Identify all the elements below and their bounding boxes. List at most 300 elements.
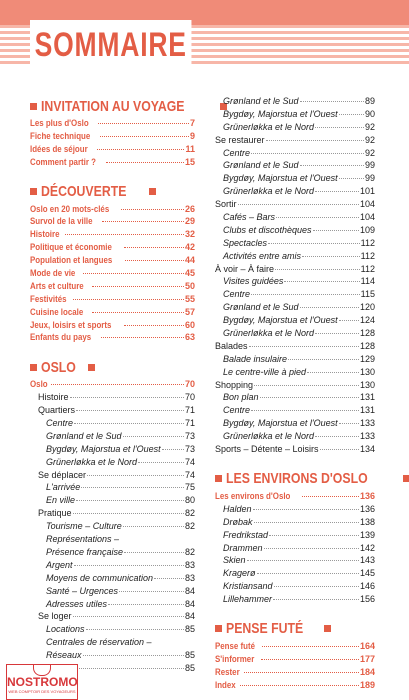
toc-entry[interactable] xyxy=(30,306,195,319)
dot-leader xyxy=(92,286,184,287)
toc-entry-page: 71 xyxy=(184,405,195,416)
toc-entry[interactable] xyxy=(30,507,195,520)
toc-entry-page: 112 xyxy=(360,263,375,274)
dot-leader xyxy=(288,359,359,360)
dot-leader xyxy=(320,449,359,450)
toc-entry-page: 112 xyxy=(360,250,375,261)
section-gap xyxy=(30,169,195,181)
toc-entry-page: 92 xyxy=(364,134,375,145)
toc-entry[interactable] xyxy=(30,598,195,611)
toc-entry-page: 164 xyxy=(359,640,375,651)
toc-entry[interactable] xyxy=(30,241,195,254)
toc-entry-page: 128 xyxy=(359,340,375,351)
toc-entry[interactable] xyxy=(215,314,375,327)
toc-entry[interactable] xyxy=(215,134,375,147)
dot-leader xyxy=(121,209,184,210)
section-gap xyxy=(215,606,375,618)
toc-entry-page: 57 xyxy=(184,306,195,317)
toc-entry-page: 104 xyxy=(359,212,375,223)
toc-entry[interactable] xyxy=(30,267,195,280)
toc-entry-label: Comment partir ? xyxy=(30,156,97,167)
toc-entry-label: Index xyxy=(215,679,236,690)
toc-entry-label: Grønland et le Sud xyxy=(223,96,299,106)
dot-leader xyxy=(274,586,359,587)
toc-entry[interactable] xyxy=(30,494,195,507)
toc-entry[interactable] xyxy=(30,572,195,585)
toc-entry-label: Grünerløkka et le Nord xyxy=(223,328,315,339)
toc-entry-page: 129 xyxy=(359,353,375,364)
toc-entry-label: Oslo en 20 mots-clés xyxy=(30,203,110,214)
toc-entry-page: 109 xyxy=(359,224,375,235)
toc-entry-page: 184 xyxy=(359,666,375,677)
dot-leader xyxy=(100,136,189,137)
toc-entry-label: Rester xyxy=(215,666,240,677)
toc-entry[interactable] xyxy=(215,490,375,503)
toc-entry-page: 83 xyxy=(184,559,195,570)
toc-entry-page: 128 xyxy=(359,328,375,339)
toc-entry-page: 138 xyxy=(359,516,375,527)
dot-leader xyxy=(247,560,359,561)
dot-leader xyxy=(240,685,359,686)
toc-entry-label: Balades xyxy=(215,340,248,351)
dot-leader xyxy=(76,410,184,411)
toc-entry-label: Kristiansand xyxy=(223,581,273,592)
toc-entry-label: Mode de vie xyxy=(30,268,76,279)
section-heading-decouverte xyxy=(30,181,195,203)
toc-entry-page: 133 xyxy=(359,418,375,429)
toc-entry-label: Cuisine locale xyxy=(30,306,84,317)
toc-entry-label: Centre xyxy=(223,289,251,300)
toc-entry[interactable] xyxy=(30,559,195,572)
toc-entry-label: Bygdøy, Majorstua et l'Ouest xyxy=(223,173,338,184)
toc-entry[interactable] xyxy=(30,610,195,623)
toc-entry-page: 85 xyxy=(184,624,195,635)
toc-entry-page: 99 xyxy=(364,173,375,184)
toc-entry[interactable] xyxy=(30,280,195,293)
toc-entry[interactable] xyxy=(215,516,375,529)
toc-entry[interactable] xyxy=(30,254,195,267)
toc-entry-label: Visites guidées xyxy=(223,276,284,287)
toc-entry-label: Centre xyxy=(46,418,74,429)
toc-entry-page: 104 xyxy=(359,199,375,210)
toc-left-column xyxy=(30,95,195,675)
toc-entry[interactable] xyxy=(215,417,375,430)
toc-entry-label: Pratique xyxy=(38,508,72,519)
toc-entry-page: 189 xyxy=(359,679,375,690)
dot-leader xyxy=(339,114,364,115)
toc-entry-page: 146 xyxy=(359,581,375,592)
toc-entry-page: 74 xyxy=(184,469,195,480)
toc-entry[interactable] xyxy=(30,228,195,241)
section-gap xyxy=(215,456,375,468)
toc-entry[interactable] xyxy=(215,95,375,108)
toc-entry[interactable] xyxy=(30,391,195,404)
toc-entry-label: Fiche technique xyxy=(30,130,91,141)
toc-entry-label: Arts et culture xyxy=(30,280,84,291)
toc-entry-label: Grønland et le Sud xyxy=(223,302,299,313)
toc-entry-label: Skien xyxy=(223,555,246,566)
toc-entry-label: Lillehammer xyxy=(223,594,273,605)
toc-entry-label: Argent xyxy=(46,559,73,570)
dot-leader xyxy=(300,165,364,166)
toc-entry-label: Pense futé xyxy=(215,640,256,651)
toc-entry-page: 45 xyxy=(184,268,195,279)
toc-entry[interactable] xyxy=(215,198,375,211)
toc-right-column xyxy=(215,95,375,692)
square-bullet-icon xyxy=(403,475,409,482)
toc-entry[interactable] xyxy=(215,108,375,121)
toc-entry-label: Histoire xyxy=(38,392,69,403)
toc-entry[interactable] xyxy=(30,469,195,482)
dot-leader xyxy=(266,140,364,141)
toc-entry-page: 112 xyxy=(360,237,375,248)
toc-entry[interactable] xyxy=(215,211,375,224)
toc-entry-page: 85 xyxy=(184,650,195,661)
section-heading-text: PENSE FUTÉ xyxy=(226,620,304,638)
toc-entry-label: Santé – Urgences xyxy=(46,585,119,596)
toc-entry-label: Sports – Détente – Loisirs xyxy=(215,444,319,455)
section-heading-text: INVITATION AU VOYAGE xyxy=(41,97,185,115)
dot-leader xyxy=(162,449,184,450)
toc-entry-page: 71 xyxy=(184,418,195,429)
toc-entry[interactable] xyxy=(215,391,375,404)
toc-entry-label: Centre xyxy=(223,147,251,158)
dot-leader xyxy=(268,243,360,244)
dot-leader xyxy=(315,333,359,334)
dot-leader xyxy=(302,496,359,497)
toc-entry-page: 70 xyxy=(184,392,195,403)
toc-entry[interactable] xyxy=(215,593,375,606)
toc-entry-label: Bon plan xyxy=(223,392,259,403)
dot-leader xyxy=(273,599,359,600)
toc-entry[interactable] xyxy=(215,172,375,185)
dot-leader xyxy=(284,281,359,282)
toc-entry-page: 134 xyxy=(359,444,375,455)
dot-leader xyxy=(51,384,184,385)
toc-entry[interactable] xyxy=(215,430,375,443)
dot-leader xyxy=(339,178,364,179)
dot-leader xyxy=(86,629,184,630)
dot-leader xyxy=(302,256,360,257)
toc-entry-page: 84 xyxy=(184,598,195,609)
toc-entry-page: 26 xyxy=(184,203,195,214)
toc-entry-page: 92 xyxy=(364,121,375,132)
toc-entry[interactable] xyxy=(30,215,195,228)
toc-entry-page: 114 xyxy=(360,276,375,287)
toc-entry[interactable] xyxy=(215,640,375,653)
dot-leader xyxy=(101,337,184,338)
toc-entry-label: Grønland et le Sud xyxy=(223,160,299,171)
toc-entry[interactable] xyxy=(215,237,375,250)
toc-entry[interactable] xyxy=(30,585,195,598)
toc-entry-label: Shopping xyxy=(215,379,254,390)
toc-entry-page: 139 xyxy=(359,529,375,540)
toc-entry[interactable] xyxy=(30,546,195,559)
toc-entry[interactable] xyxy=(30,533,195,546)
toc-entry[interactable] xyxy=(215,529,375,542)
square-bullet-icon xyxy=(324,625,331,632)
square-bullet-icon xyxy=(30,364,37,371)
toc-entry-label: Grünerløkka et le Nord xyxy=(223,431,315,442)
toc-entry-page: 133 xyxy=(359,431,375,442)
dot-leader xyxy=(339,423,359,424)
toc-entry[interactable] xyxy=(215,580,375,593)
section-heading-text: OSLO xyxy=(41,358,76,376)
toc-entry[interactable] xyxy=(30,404,195,417)
toc-entry-page: 101 xyxy=(359,186,375,197)
toc-entry[interactable] xyxy=(215,503,375,516)
toc-entry-label: Quartiers xyxy=(38,405,76,416)
toc-entry-label: Drammen xyxy=(223,542,263,553)
toc-entry[interactable] xyxy=(215,250,375,263)
toc-entry-page: 42 xyxy=(184,242,195,253)
toc-entry[interactable] xyxy=(215,327,375,340)
toc-entry-label: Se déplacer xyxy=(38,469,87,480)
toc-entry-page: 177 xyxy=(359,653,375,664)
toc-entry[interactable] xyxy=(215,666,375,679)
toc-entry-label: Bygdøy, Majorstua et l'Ouest xyxy=(223,315,338,326)
toc-entry-page: 82 xyxy=(184,546,195,557)
toc-entry-page: 82 xyxy=(184,521,195,532)
dot-leader xyxy=(106,162,184,163)
dot-leader xyxy=(264,548,359,549)
dot-leader xyxy=(251,294,360,295)
toc-entry-label: Festivités xyxy=(30,293,67,304)
toc-entry[interactable] xyxy=(215,443,375,456)
toc-entry[interactable] xyxy=(30,520,195,533)
toc-entry[interactable] xyxy=(30,143,195,156)
toc-entry[interactable] xyxy=(215,542,375,555)
toc-entry[interactable] xyxy=(30,130,195,143)
toc-entry[interactable] xyxy=(215,147,375,160)
dot-leader xyxy=(261,659,359,660)
toc-entry-label: Sortir xyxy=(215,199,237,210)
toc-entry[interactable] xyxy=(215,353,375,366)
toc-entry-label: S'informer xyxy=(215,653,255,664)
toc-entry-label: Histoire xyxy=(30,229,60,240)
toc-entry-page: 130 xyxy=(359,366,375,377)
dot-leader xyxy=(238,204,359,205)
toc-entry-page: 131 xyxy=(359,405,375,416)
toc-entry[interactable] xyxy=(30,203,195,216)
dot-leader xyxy=(313,230,359,231)
publisher-logo xyxy=(6,664,78,700)
toc-entry-label: Se restaurer xyxy=(215,134,265,145)
toc-entry-label: Fredrikstad xyxy=(223,529,269,540)
toc-entry-page: 73 xyxy=(184,443,195,454)
toc-entry[interactable] xyxy=(215,224,375,237)
toc-entry-label: Jeux, loisirs et sports xyxy=(30,319,112,330)
toc-entry-label: Kragerø xyxy=(223,568,256,579)
dot-leader xyxy=(70,397,184,398)
toc-entry-label: Tourisme – Culture xyxy=(46,521,122,532)
toc-entry-page: 124 xyxy=(359,315,375,326)
dot-leader xyxy=(275,269,360,270)
dot-leader xyxy=(83,655,184,656)
toc-entry-page: 73 xyxy=(184,430,195,441)
toc-entry-page: 63 xyxy=(184,332,195,343)
toc-entry-label: Présence française xyxy=(46,546,124,557)
toc-entry-label: Drøbak xyxy=(223,516,253,527)
toc-entry-page: 55 xyxy=(184,293,195,304)
toc-entry[interactable] xyxy=(30,331,195,344)
dot-leader xyxy=(123,436,184,437)
toc-entry-page: 75 xyxy=(184,482,195,493)
dot-leader xyxy=(97,149,185,150)
toc-entry-page: 70 xyxy=(184,379,195,390)
toc-entry-page: 85 xyxy=(184,662,195,673)
toc-entry[interactable] xyxy=(215,554,375,567)
toc-entry-label: Grünerløkka et le Nord xyxy=(46,456,138,467)
square-bullet-icon xyxy=(215,475,222,482)
toc-entry-label: L'arrivée xyxy=(46,482,81,493)
dot-leader xyxy=(87,475,184,476)
dot-leader xyxy=(269,535,359,536)
logo-tagline: WEB COMPTOIR DES VOYAGEURS xyxy=(8,689,76,694)
toc-entry[interactable] xyxy=(215,185,375,198)
dot-leader xyxy=(254,522,359,523)
toc-entry[interactable] xyxy=(30,117,195,130)
section-heading-oslo xyxy=(30,356,195,378)
toc-entry[interactable] xyxy=(30,636,195,649)
toc-entry-label: Les plus d'Oslo xyxy=(30,118,89,128)
toc-entry-label: Cafés – Bars xyxy=(223,212,276,223)
toc-entry-page: 99 xyxy=(364,160,375,171)
dot-leader xyxy=(244,672,359,673)
toc-entry-label: Le centre-ville à pied xyxy=(223,366,307,377)
toc-entry-label: Spectacles xyxy=(223,237,268,248)
dot-leader xyxy=(249,346,359,347)
section-heading-les-environs-d-oslo xyxy=(215,468,375,490)
toc-entry-label: Centre xyxy=(223,405,251,416)
toc-entry[interactable] xyxy=(30,319,195,332)
toc-entry-page: 9 xyxy=(189,130,195,141)
toc-entry-label: Grønland et le Sud xyxy=(46,430,122,441)
toc-entry[interactable] xyxy=(30,417,195,430)
toc-entry[interactable] xyxy=(215,121,375,134)
dot-leader xyxy=(92,312,184,313)
toc-entry-page: 44 xyxy=(184,255,195,266)
toc-entry[interactable] xyxy=(30,481,195,494)
toc-entry[interactable] xyxy=(215,679,375,692)
logo-name: NOSTROMO xyxy=(7,675,78,689)
toc-entry-label: Politique et économie xyxy=(30,242,112,253)
dot-leader xyxy=(253,509,359,510)
dot-leader xyxy=(315,436,359,437)
dot-leader xyxy=(123,526,184,527)
toc-entry-label: Locations xyxy=(46,624,85,635)
dot-leader xyxy=(154,578,184,579)
toc-entry-page: 84 xyxy=(184,611,195,622)
toc-entry-page: 156 xyxy=(359,594,375,605)
toc-entry[interactable] xyxy=(215,288,375,301)
toc-entry[interactable] xyxy=(215,366,375,379)
dot-leader xyxy=(315,191,359,192)
toc-entry[interactable] xyxy=(30,623,195,636)
square-bullet-icon xyxy=(149,188,156,195)
toc-entry[interactable] xyxy=(215,653,375,666)
dot-leader xyxy=(339,320,359,321)
dot-leader xyxy=(119,591,184,592)
toc-entry-page: 60 xyxy=(184,319,195,330)
dot-leader xyxy=(251,153,364,154)
dot-leader xyxy=(83,273,184,274)
toc-entry[interactable] xyxy=(215,263,375,276)
toc-entry-label: Grünerløkka et le Nord xyxy=(223,121,315,132)
toc-entry-page: 115 xyxy=(360,289,375,300)
toc-entry-page: 83 xyxy=(184,572,195,583)
toc-entry-page: 131 xyxy=(359,392,375,403)
dot-leader xyxy=(300,307,359,308)
toc-entry-page: 143 xyxy=(359,555,375,566)
toc-entry[interactable] xyxy=(30,649,195,662)
toc-entry-label: Les environs d'Oslo xyxy=(215,490,291,501)
toc-entry[interactable] xyxy=(215,379,375,392)
toc-entry[interactable] xyxy=(215,159,375,172)
dot-leader xyxy=(300,101,364,102)
toc-entry-page: 11 xyxy=(185,143,195,154)
toc-entry[interactable] xyxy=(30,156,195,169)
dot-leader xyxy=(81,487,184,488)
toc-entry-label: Adresses utiles xyxy=(46,598,108,609)
toc-entry[interactable] xyxy=(30,378,195,391)
toc-entry[interactable] xyxy=(30,456,195,469)
toc-entry[interactable] xyxy=(215,275,375,288)
toc-entry[interactable] xyxy=(30,443,195,456)
square-bullet-icon xyxy=(215,625,222,632)
toc-entry-page: 80 xyxy=(184,495,195,506)
section-heading-text: DÉCOUVERTE xyxy=(41,183,127,201)
dot-leader xyxy=(73,616,184,617)
section-heading-invitation-au-voyage xyxy=(30,95,195,117)
dot-leader xyxy=(307,372,359,373)
toc-entry-page: 145 xyxy=(359,568,375,579)
toc-entry[interactable] xyxy=(215,567,375,580)
toc-entry-page: 136 xyxy=(359,503,375,514)
toc-entry-page: 74 xyxy=(184,456,195,467)
toc-entry-page: 84 xyxy=(184,585,195,596)
dot-leader xyxy=(125,260,184,261)
dot-leader xyxy=(74,565,184,566)
dot-leader xyxy=(102,221,184,222)
dot-leader xyxy=(73,299,184,300)
toc-entry-label: Bygdøy, Majorstua et l'Ouest xyxy=(223,418,338,429)
toc-entry-label: Clubs et discothèques xyxy=(223,224,312,235)
toc-entry[interactable] xyxy=(215,340,375,353)
square-bullet-icon xyxy=(30,103,37,110)
dot-leader xyxy=(138,462,184,463)
square-bullet-icon xyxy=(88,364,95,371)
toc-entry[interactable] xyxy=(30,293,195,306)
toc-entry-label: Activités entre amis xyxy=(223,250,302,261)
square-bullet-icon xyxy=(30,188,37,195)
toc-entry-label: Se loger xyxy=(38,611,72,622)
dot-leader xyxy=(257,573,359,574)
dot-leader xyxy=(262,646,359,647)
dot-leader xyxy=(124,325,184,326)
dot-leader xyxy=(124,552,184,553)
toc-entry-label: Centrales de réservation – xyxy=(46,637,152,648)
toc-entry-label: Balade insulaire xyxy=(223,353,288,364)
toc-entry[interactable] xyxy=(215,301,375,314)
toc-entry-page: 130 xyxy=(359,379,375,390)
toc-entry[interactable] xyxy=(215,404,375,417)
section-heading-text: LES ENVIRONS D'OSLO xyxy=(226,470,368,488)
toc-entry[interactable] xyxy=(30,430,195,443)
dot-leader xyxy=(251,410,359,411)
dot-leader xyxy=(98,123,189,124)
toc-entry-label: À voir – À faire xyxy=(215,263,275,274)
